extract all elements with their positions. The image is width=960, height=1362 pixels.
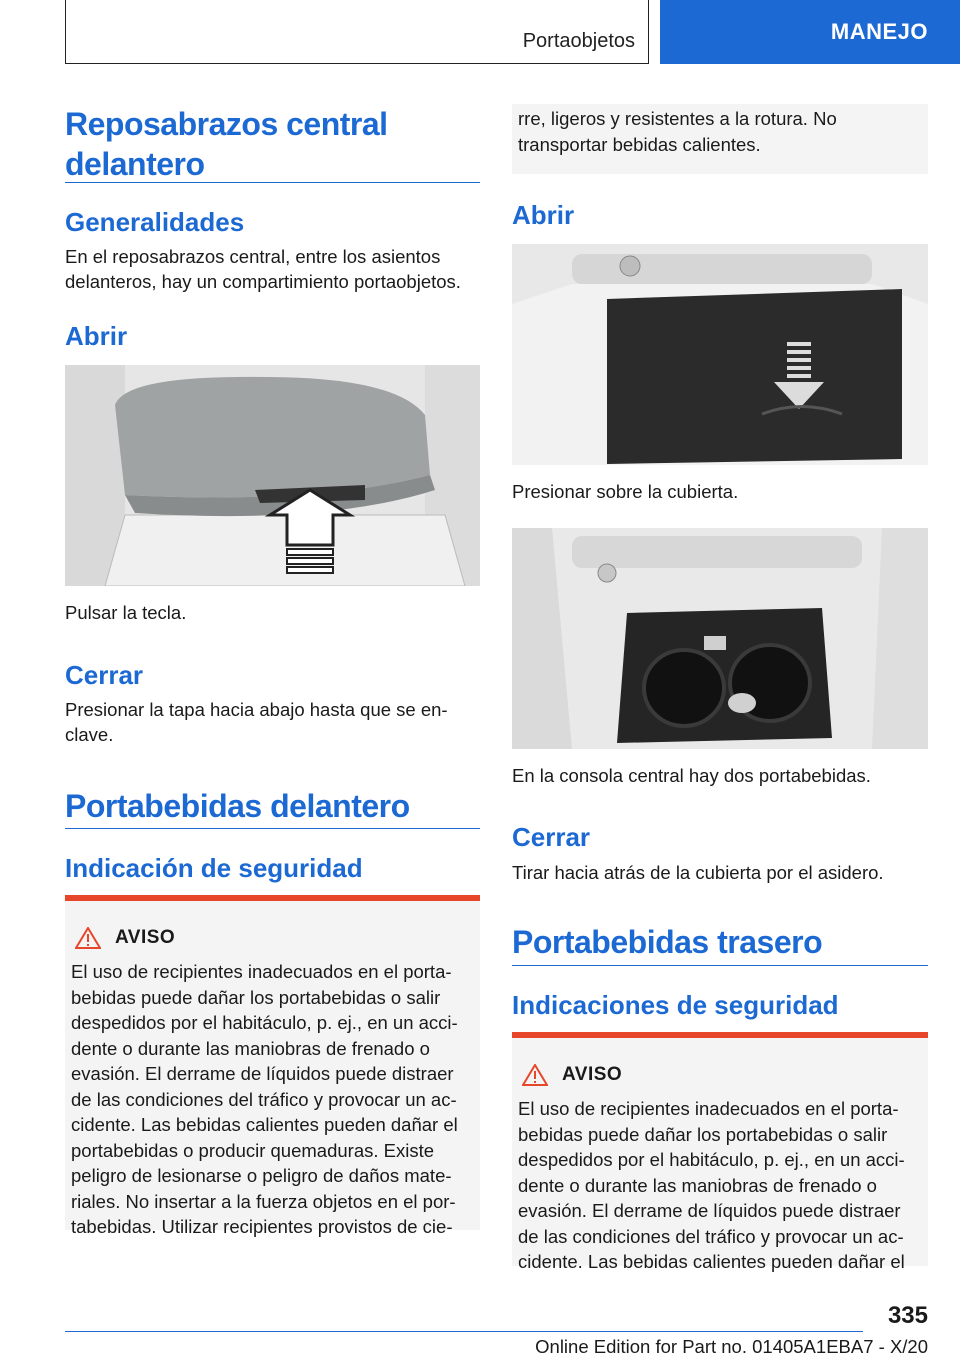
warning-line: despedidos por el habitáculo, p. ej., en un acci‐: [518, 1149, 905, 1170]
page-number: 335: [887, 1302, 928, 1329]
warning-line: evasión. El derrame de líquidos puede distraer: [518, 1200, 901, 1221]
warning-triangle-icon: [522, 1064, 548, 1086]
armrest-image: [65, 365, 480, 586]
warning-cont-body: [518, 106, 923, 157]
warning-line: bebidas puede dañar los portabebidas o salir: [71, 986, 441, 1008]
abrir-caption: Pulsar la tecla.: [65, 602, 187, 623]
warning-box: [65, 895, 480, 1237]
warning-line: de las condiciones del tráfico y provocar un ac‐: [71, 1088, 457, 1110]
cerrar-text: [65, 697, 485, 747]
portabebidas-delantero-title: Portabebidas delantero: [65, 788, 410, 824]
seguridad-heading: Indicación de seguridad: [65, 853, 363, 883]
warning-box-right: [512, 1032, 928, 1272]
warning-line: El uso de recipientes inadecuados en el porta‐: [518, 1098, 899, 1119]
warning-line: de las condiciones del tráfico y provocar un ac‐: [518, 1225, 904, 1247]
warning-line: tabebidas. Utilizar recipientes provistos de cie‐: [71, 1216, 453, 1237]
text-line: En el reposabrazos central, entre los asientos: [65, 246, 441, 267]
console-cover-image: [512, 244, 928, 465]
section-label: Portaobjetos: [522, 30, 635, 52]
footer-edition: Online Edition for Part no. 01405A1EBA7 - X/20: [535, 1336, 928, 1357]
section-rule-right: [512, 965, 928, 966]
warning-line: rre, ligeros y resistentes a la rotura. No: [518, 108, 837, 129]
warning-line: El uso de recipientes inadecuados en el porta‐: [71, 961, 452, 982]
warning-line: portabebidas o producir quemaduras. Existe: [71, 1139, 435, 1161]
abrir-heading-right: Abrir: [512, 200, 575, 230]
footer-rule: [65, 1331, 863, 1332]
abrir-caption-right: Presionar sobre la cubierta.: [512, 481, 739, 502]
cupholders-image: [512, 528, 928, 749]
warning-line: evasión. El derrame de líquidos puede distraer: [71, 1063, 454, 1084]
abrir-heading: Abrir: [65, 321, 128, 351]
warning-triangle-icon: [75, 927, 101, 949]
warning-header: [75, 927, 175, 949]
warning-body: [71, 959, 476, 1240]
cerrar-heading-right: Cerrar: [512, 822, 591, 852]
warning-continuation: [512, 104, 928, 174]
warning-line: despedidos por el habitáculo, p. ej., en un acci‐: [71, 1012, 458, 1033]
warning-line: bebidas puede dañar los portabebidas o salir: [518, 1123, 888, 1145]
warning-title: AVISO: [562, 1064, 623, 1085]
title-rule: [65, 182, 480, 183]
generalidades-text: [65, 244, 485, 294]
section-rule: [65, 828, 480, 829]
warning-header: [522, 1064, 622, 1086]
warning-body: [518, 1096, 923, 1275]
text-line: delanteros, hay un compartimiento portaobjetos.: [65, 271, 461, 292]
portabebidas-trasero-title: Portabebidas trasero: [512, 924, 823, 960]
warning-line: transportar bebidas calientes.: [518, 133, 761, 155]
cerrar-heading: Cerrar: [65, 660, 144, 690]
consola-caption: En la consola central hay dos portabebidas.: [512, 765, 871, 786]
page-title: [65, 104, 485, 184]
seguridad-heading-right: Indicaciones de seguridad: [512, 990, 839, 1020]
warning-line: cidente. Las bebidas calientes pueden dañar el: [71, 1114, 458, 1135]
chapter-label: MANEJO: [830, 19, 928, 44]
page-title-line2: delantero: [65, 146, 205, 182]
warning-line: peligro de lesionarse o peligro de daños mate‐: [71, 1165, 452, 1186]
generalidades-heading: Generalidades: [65, 207, 245, 237]
cerrar-text-right: Tirar hacia atrás de la cubierta por el asidero.: [512, 862, 884, 883]
warning-line: dente o durante las maniobras de frenado o: [518, 1174, 877, 1196]
chapter-tab[interactable]: [660, 0, 960, 64]
warning-title: AVISO: [115, 927, 176, 948]
warning-line: dente o durante las maniobras de frenado o: [71, 1037, 430, 1059]
warning-line: cidente. Las bebidas calientes pueden dañar el: [518, 1251, 905, 1272]
text-line: Presionar la tapa hacia abajo hasta que se en‐: [65, 699, 448, 720]
warning-line: riales. No insertar a la fuerza objetos en el por‐: [71, 1190, 456, 1212]
text-line: clave.: [65, 724, 114, 745]
page-title-line1: Reposabrazos central: [65, 106, 388, 142]
